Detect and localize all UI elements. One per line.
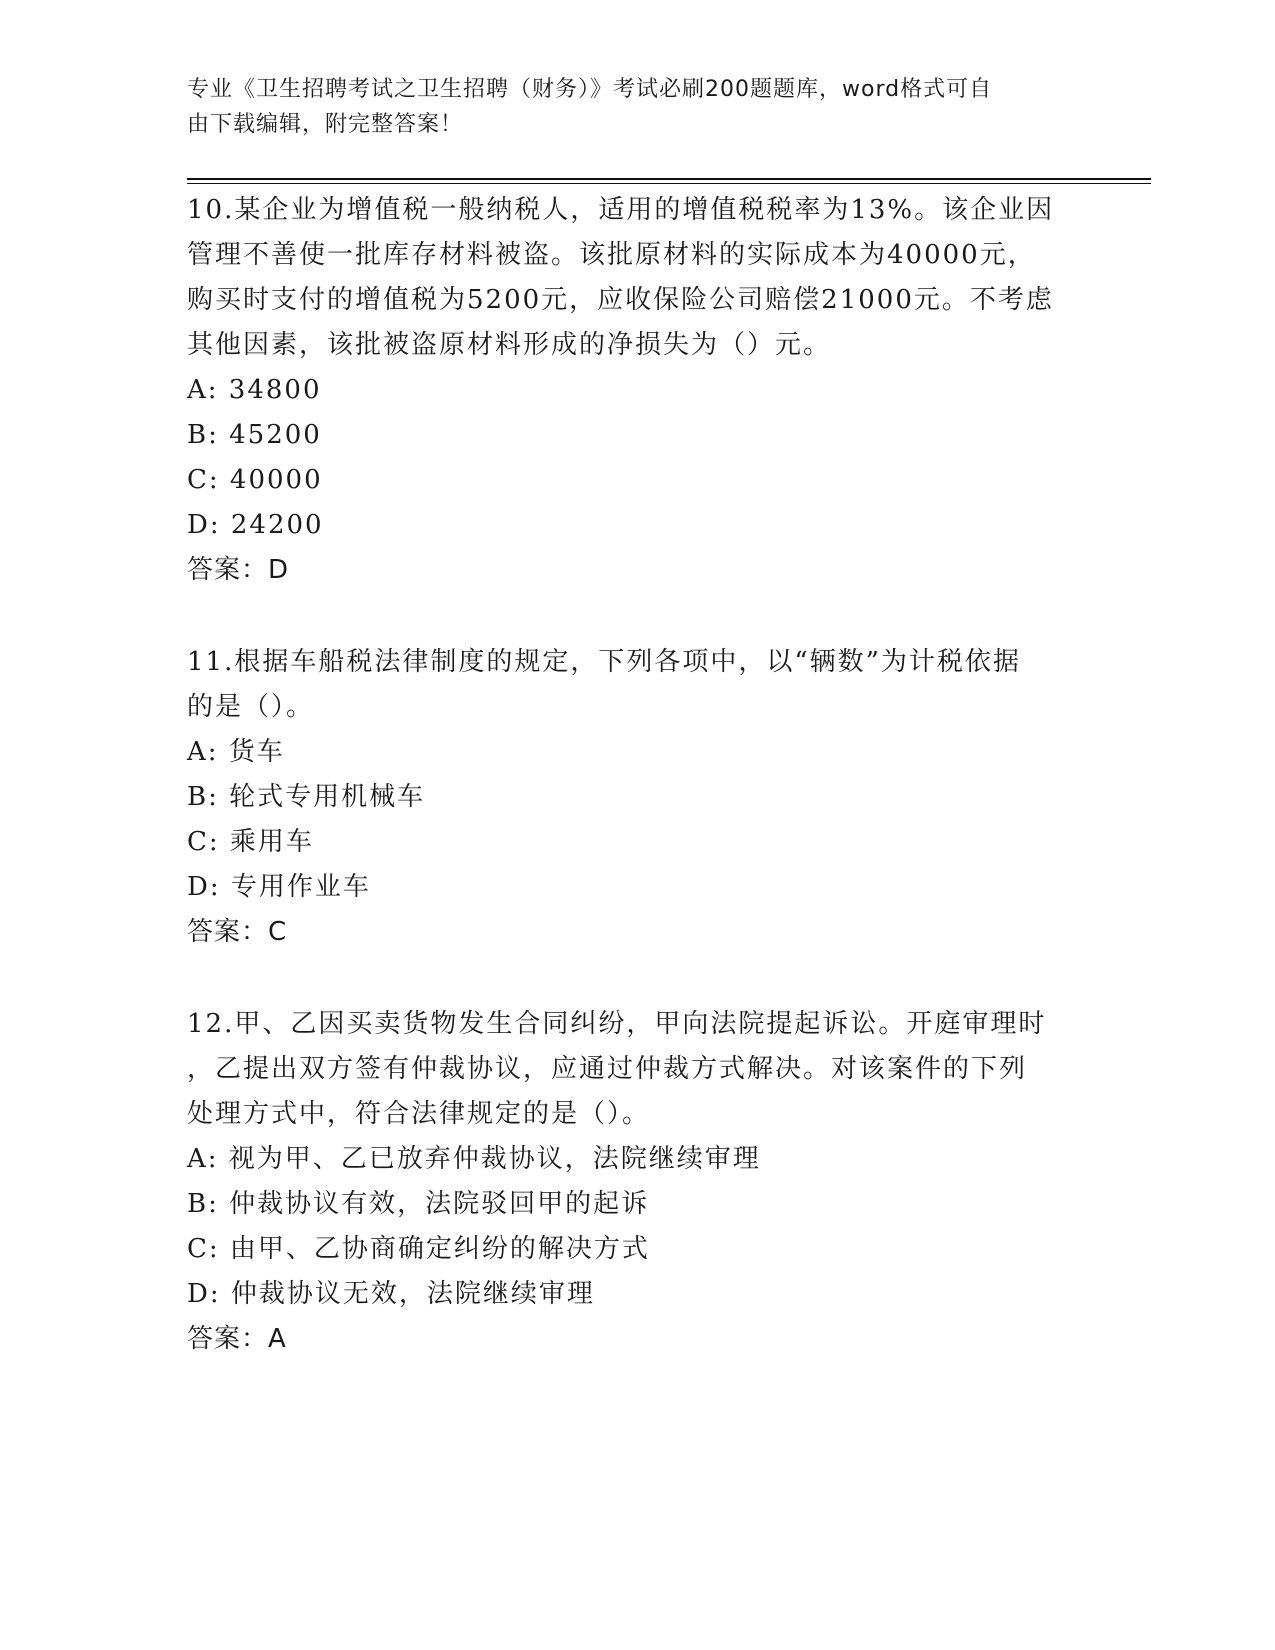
answer-line: 答案：D <box>187 555 290 585</box>
question-stem-line: 处理方式中，符合法律规定的是（）。 <box>187 1099 651 1129</box>
option-a: A: 货车 <box>187 737 285 767</box>
option-d: D: 仲裁协议无效，法院继续审理 <box>187 1279 595 1309</box>
question-stem-line: ，乙提出双方签有仲裁协议，应通过仲裁方式解决。对该案件的下列 <box>187 1054 1028 1084</box>
question-11 <box>187 640 1067 955</box>
document-header <box>187 72 1067 142</box>
question-10 <box>187 188 1067 593</box>
question-stem-line: 购买时支付的增值税为5200元，应收保险公司赔偿21000元。不考虑 <box>187 285 1054 315</box>
header-line-1: 专业《卫生招聘考试之卫生招聘（财务）》考试必刷200题题库，word格式可自 <box>187 77 993 102</box>
header-rule-thick <box>187 178 1151 180</box>
option-d: D: 专用作业车 <box>187 872 371 902</box>
header-line-2: 由下载编辑，附完整答案！ <box>187 112 464 137</box>
option-c: C: 乘用车 <box>187 827 314 857</box>
question-stem-line: 10.某企业为增值税一般纳税人，适用的增值税税率为13%。该企业因 <box>187 195 1055 225</box>
question-stem-line: 的是（）。 <box>187 692 315 722</box>
option-b: B: 45200 <box>187 420 322 450</box>
question-stem-line: 12.甲、乙因买卖货物发生合同纠纷，甲向法院提起诉讼。开庭审理时 <box>187 1009 1047 1039</box>
question-stem-line: 11.根据车船税法律制度的规定，下列各项中，以“辆数”为计税依据 <box>187 647 1021 677</box>
option-a: A: 34800 <box>187 375 322 405</box>
option-d: D: 24200 <box>187 510 324 540</box>
answer-line: 答案：A <box>187 1324 287 1354</box>
option-b: B: 轮式专用机械车 <box>187 782 426 812</box>
answer-line: 答案：C <box>187 917 288 947</box>
option-b: B: 仲裁协议有效，法院驳回甲的起诉 <box>187 1189 650 1219</box>
option-a: A: 视为甲、乙已放弃仲裁协议，法院继续审理 <box>187 1144 761 1174</box>
question-stem-line: 管理不善使一批库存材料被盗。该批原材料的实际成本为40000元， <box>187 240 1036 270</box>
question-stem-line: 其他因素，该批被盗原材料形成的净损失为（）元。 <box>187 330 832 360</box>
option-c: C: 40000 <box>187 465 323 495</box>
question-12 <box>187 1002 1067 1362</box>
header-rule-thin <box>187 183 1151 184</box>
option-c: C: 由甲、乙协商确定纠纷的解决方式 <box>187 1234 650 1264</box>
